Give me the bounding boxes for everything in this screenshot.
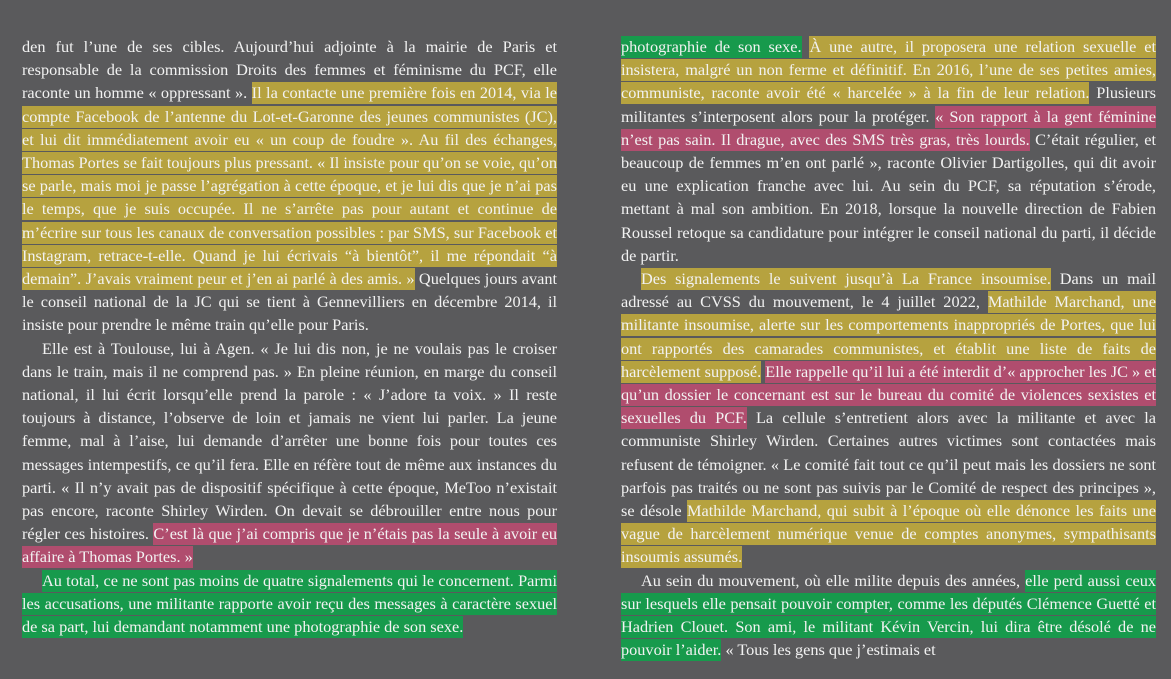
right-paragraph-1 — [621, 35, 1156, 267]
green-highlight[interactable]: elle perd aussi ceux sur lesquels elle pensait pouvoir compter, comme les députés Clémence Guetté et Hadrien Clouet. Son ami, le militant Kévin Vercin, lui dira être désolé de ne pouvoir l’aider. — [621, 570, 1156, 660]
yellow-highlight[interactable]: Mathilde Marchand, une militante insoumise, alerte sur les comportements inappropriés de Portes, que lui ont rapportés des camarades communistes, et établit une liste de faits de harcèlement supposé. — [621, 292, 1156, 381]
plain-text: Quelques jours avant le conseil national de la JC qui se tient à Gennevilliers en décembre 2014, il insiste pour prendre le même train qu’elle pour Paris. — [22, 269, 557, 335]
left-paragraph-2 — [22, 337, 557, 569]
plain-text: den fut l’une de ses cibles. Aujourd’hui adjointe à la mairie de Paris et responsable de la commission Droits des femmes et féminisme du PCF, elle raconte un homme « oppressant ». — [22, 37, 557, 103]
green-highlight[interactable]: Au total, ce ne sont pas moins de quatre signalements qui le concernent. Parmi les accusations, une militante rapporte avoir reçu des messages à caractère sexuel de sa part, lui demandant notamment une photographie de son sexe. — [22, 570, 557, 637]
green-highlight[interactable]: photographie de son sexe. — [621, 37, 802, 56]
left-text-column — [22, 35, 557, 675]
pink-highlight[interactable]: C’est là que j’ai compris que je n’étais pas la seule à avoir eu affaire à Thomas Portes. » — [22, 524, 557, 567]
left-paragraph-1 — [22, 35, 557, 337]
right-paragraph-3 — [621, 569, 1156, 662]
yellow-highlight[interactable]: Il la contacte une première fois en 2014, via le compte Facebook de l’antenne du Lot-et-Garonne des jeunes communistes (JC), et lui dit immédiatement avoir eu « un coup de foudre ». Au fil des échanges, Thomas Portes se fait toujours plus pressant. « Il insiste pour qu’on se voie, qu’on se parle, mais moi je passe l’agrégation à cette époque, et je lui dis que je n’ai pas le temps, que je suis occupée. Il ne s’arrête pas pour autant et continue de m’écrire sur tous les canaux de conversation possibles : par SMS, sur Facebook et Instagram, retrace-t-elle. Quand je lui écrivais “à bientôt”, il me répondait “à demain”. J’avais vraiment peur et j’en ai parlé à des amis. » — [22, 83, 557, 289]
plain-text: Au sein du mouvement, où elle milite depuis des années, — [641, 570, 1026, 590]
plain-text: Elle est à Toulouse, lui à Agen. « Je lui dis non, je ne voulais pas le croiser dans le train, mais il ne comprend pas. » En pleine réunion, en marge du conseil national, il lui écrit lorsqu’elle prend la parole : « J’adore ta voix. » Il reste toujours à distance, l’observe de loin et jamais ne vient lui parler. La jeune femme, mal à l’aise, lui demande d’arrêter une bonne fois pour toutes ces messages intempestifs, ce qu’il fera. Elle en réfère tout de même aux instances du parti. « Il n’y avait pas de dispositif spécifique à cette époque, MeToo n’existait pas encore, raconte Shirley Wirden. On devait se débrouiller entre nous pour régler ces histoires. — [22, 338, 557, 544]
plain-text: La cellule s’entretient alors avec la militante et avec la communiste Shirley Wirden. Certaines autres victimes sont contactées mais refusent de témoigner. « Le comité fait tout ce qu’il peut mais les dossiers ne sont parfois pas traités ou ne sont pas suivis par le Comité de respect des principes », se désole — [621, 408, 1156, 521]
plain-text: « Tous les gens que j’estimais et — [721, 640, 936, 660]
plain-text: Plusieurs militantes s’interposent alors pour la protéger. — [621, 83, 1156, 126]
plain-text: Dans un mail adressé au CVSS du mouvement, le 4 juillet 2022, — [621, 269, 1156, 312]
left-paragraph-3 — [22, 569, 557, 639]
yellow-highlight[interactable]: Des signalements le suivent jusqu’à La France insoumise. — [641, 269, 1052, 289]
yellow-highlight[interactable]: À une autre, il proposera une relation sexuelle et insistera, malgré un non ferme et définitif. En 2016, l’une de ses petites amies, communiste, raconte avoir été « harcelée » à la fin de leur relation. — [621, 37, 1156, 103]
right-text-column — [621, 35, 1156, 675]
plain-text: C’était régulier, et beaucoup de femmes m’en ont parlé », raconte Olivier Dartigolles, qui dit avoir eu une explication franche avec lui. Au sein du PCF, sa réputation s’érode, mettant à mal son ambition. En 2018, lorsque la nouvelle direction de Fabien Roussel retoque sa candidature pour intégrer le conseil national du parti, il décide de partir. — [621, 129, 1156, 265]
pink-highlight[interactable]: « Son rapport à la gent féminine n’est pas sain. Il drague, avec des SMS très gras, très lourds. — [621, 106, 1156, 149]
right-paragraph-2 — [621, 267, 1156, 569]
yellow-highlight[interactable]: Mathilde Marchand, qui subit à l’époque où elle dénonce les faits une vague de harcèlement numérique venue de comptes anonymes, sympathisants insoumis assumés. — [621, 501, 1156, 567]
pink-highlight[interactable]: Elle rappelle qu’il lui a été interdit d’« approcher les JC » et qu’un dossier le concernant est sur le bureau du comité de violences sexistes et sexuelles du PCF. — [621, 361, 1156, 428]
